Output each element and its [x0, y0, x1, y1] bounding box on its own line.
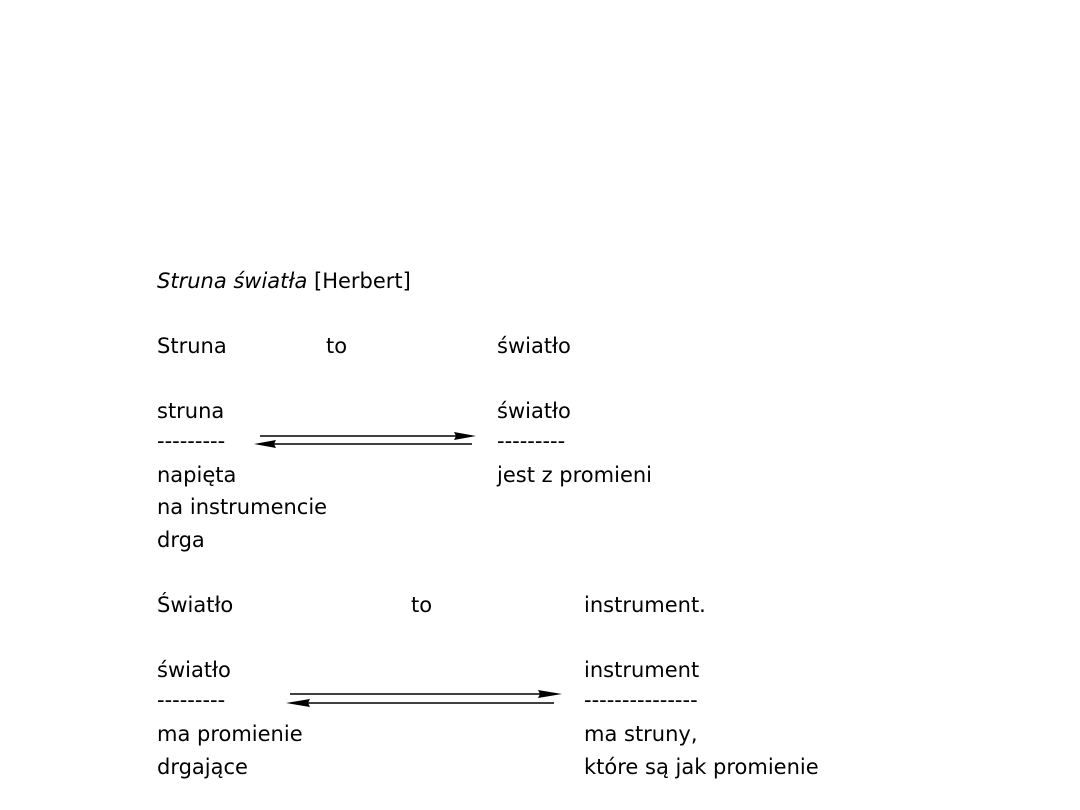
stanza1-right-line: jest z promieni — [497, 463, 653, 487]
stanza2-header-left: Światło — [157, 593, 234, 617]
left-arrowhead — [286, 699, 310, 707]
stanza2-right-term: instrument — [584, 658, 700, 682]
stanza2-left-line: drgające — [157, 755, 248, 779]
right-arrowhead — [538, 690, 562, 698]
stanza1-header-middle: to — [326, 334, 348, 358]
right-arrowhead — [454, 432, 476, 440]
stanza1-left-line: na instrumencie — [157, 495, 328, 519]
stanza2-header-middle: to — [411, 593, 433, 617]
bidirectional-arrows-icon — [250, 430, 480, 450]
stanza1-left-line: napięta — [157, 463, 237, 487]
stanza1-header-right: światło — [497, 334, 571, 358]
left-arrowhead — [254, 440, 276, 448]
stanza1-right-divider: --------- — [497, 429, 566, 453]
stanza1-left-divider: --------- — [157, 429, 226, 453]
stanza1-left-term: struna — [157, 399, 225, 423]
stanza1-header-left: Struna — [157, 334, 227, 358]
stanza1-right-term: światło — [497, 399, 571, 423]
poem-title-italic: Struna światła — [157, 269, 308, 293]
stanza2-right-line: które są jak promienie — [584, 755, 819, 779]
bidirectional-arrows-icon — [282, 688, 567, 708]
stanza2-left-line: ma promienie — [157, 722, 303, 746]
poem-author: [Herbert] — [314, 269, 411, 293]
stanza2-right-divider: --------------- — [584, 688, 698, 712]
stanza2-left-term: światło — [157, 658, 231, 682]
poem-title — [157, 268, 411, 294]
stanza2-right-line: ma struny, — [584, 722, 698, 746]
stanza2-left-divider: --------- — [157, 688, 226, 712]
stanza1-left-line: drga — [157, 528, 205, 552]
stanza2-header-right: instrument. — [584, 593, 706, 617]
